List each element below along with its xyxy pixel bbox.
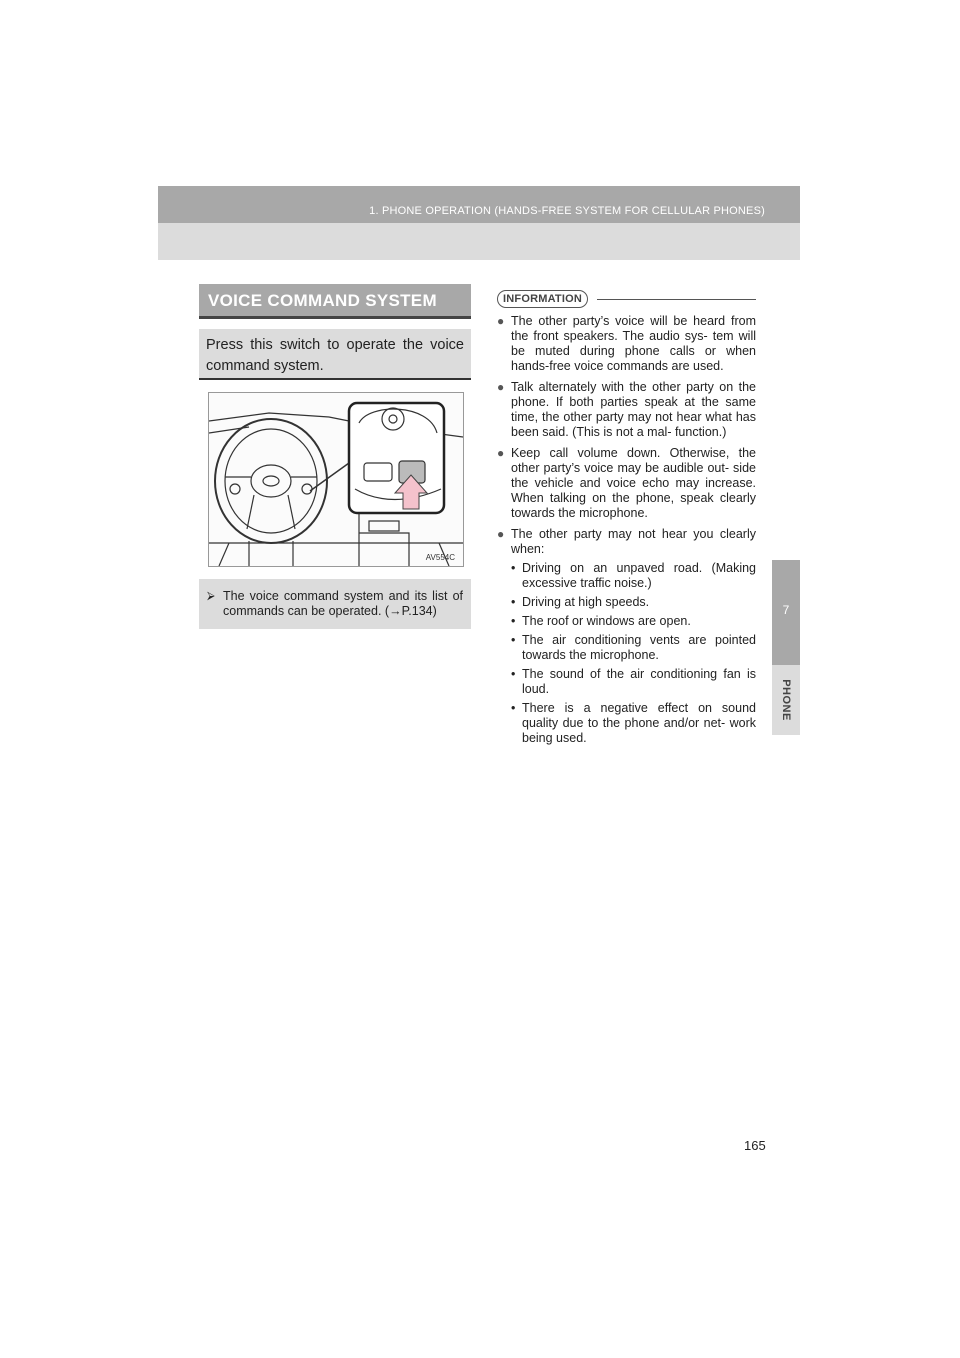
dot-bullet-icon: • bbox=[511, 614, 516, 628]
sub-list-text: Driving at high speeds. bbox=[522, 595, 650, 609]
note-text: The voice command system and its list of commands can be operated. (→P.134) bbox=[223, 589, 463, 618]
sub-list-text: Driving on an unpaved road. (Making excessive traffic noise.) bbox=[522, 561, 756, 590]
lead-instruction: Press this switch to operate the voice command system. bbox=[199, 329, 471, 380]
steering-switch-illustration bbox=[208, 392, 464, 567]
circle-bullet-icon: ● bbox=[497, 446, 505, 460]
note-item bbox=[207, 589, 463, 619]
dot-bullet-icon: • bbox=[511, 561, 516, 575]
voice-command-section bbox=[199, 284, 471, 629]
section-heading: VOICE COMMAND SYSTEM bbox=[199, 284, 471, 319]
info-item bbox=[497, 314, 756, 374]
page-header-title: 1. PHONE OPERATION (HANDS-FREE SYSTEM FOR CELLULAR PHONES) bbox=[369, 205, 765, 217]
sub-list-text: There is a negative effect on sound quality due to the phone and/or net- work being used. bbox=[522, 701, 756, 745]
information-tag: INFORMATION bbox=[497, 290, 588, 308]
chapter-tab-label-text: PHONE bbox=[780, 679, 792, 721]
information-section bbox=[497, 290, 756, 746]
info-item-text: Keep call volume down. Otherwise, the other party’s voice may be audible out- side the vehicle and voice echo may increase. When talking on the phone, speak clearly towards the microphone. bbox=[511, 446, 756, 520]
sub-list-text: The roof or windows are open. bbox=[522, 614, 691, 628]
dot-bullet-icon: • bbox=[511, 701, 516, 715]
circle-bullet-icon: ● bbox=[497, 527, 505, 541]
sub-list-text: The air conditioning vents are pointed towards the microphone. bbox=[522, 633, 756, 662]
figure-code: AV554C bbox=[425, 553, 455, 562]
chapter-tab-number: 7 bbox=[772, 560, 800, 665]
sub-list-item bbox=[497, 614, 756, 629]
sub-list-item bbox=[497, 667, 756, 697]
info-item bbox=[497, 446, 756, 521]
note-box bbox=[199, 579, 471, 629]
circle-bullet-icon: ● bbox=[497, 380, 505, 394]
sub-list-item bbox=[497, 561, 756, 591]
sub-list-item bbox=[497, 701, 756, 746]
info-item-text: Talk alternately with the other party on the phone. If both parties speak at the same time, the other party may not hear what has been said. (This is not a mal- function.) bbox=[511, 380, 756, 439]
sub-list-text: The sound of the air conditioning fan is loud. bbox=[522, 667, 756, 696]
sub-list-item bbox=[497, 595, 756, 610]
steering-wheel-drawing bbox=[209, 393, 463, 566]
dot-bullet-icon: • bbox=[511, 595, 516, 609]
page-number: 165 bbox=[744, 1138, 766, 1153]
sub-list-item bbox=[497, 633, 756, 663]
dot-bullet-icon: • bbox=[511, 633, 516, 647]
chapter-tab-label bbox=[772, 665, 800, 735]
dot-bullet-icon: • bbox=[511, 667, 516, 681]
info-item bbox=[497, 380, 756, 440]
info-item bbox=[497, 527, 756, 557]
arrow-bullet-icon: ⮚ bbox=[207, 590, 215, 602]
info-item-text: The other party’s voice will be heard from the front speakers. The audio sys- tem will be muted during phone calls or when hands-free voice commands are used. bbox=[511, 314, 756, 373]
information-rule bbox=[597, 299, 756, 300]
circle-bullet-icon: ● bbox=[497, 314, 505, 328]
info-item-text: The other party may not hear you clearly when: bbox=[511, 527, 756, 556]
